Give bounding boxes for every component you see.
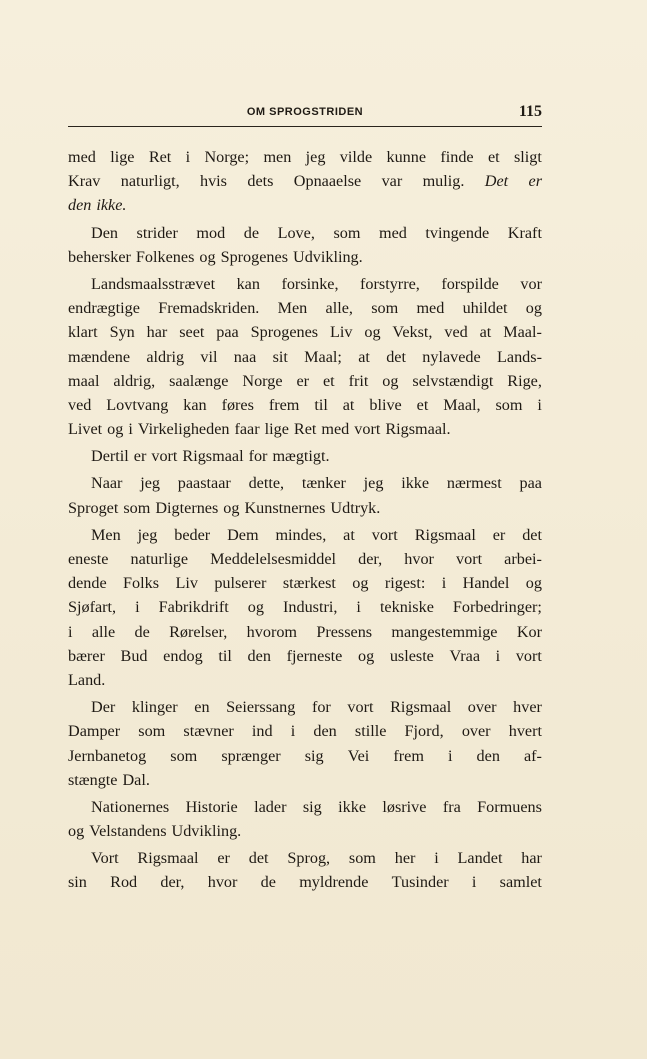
text-line: og Velstandens Udvikling. (68, 822, 242, 841)
text-line: sin Rod der, hvor de myldrende Tusinder i samlet (68, 873, 542, 892)
text-line: Sproget som Digternes og Kunstnernes Udtryk. (68, 498, 381, 517)
text-line: Jernbanetog som sprænger sig Vei frem i den af- (68, 746, 542, 765)
text-line: endrægtige Fremadskriden. Men alle, som med uhildet og (68, 299, 542, 318)
text-line: ved Lovtvang kan føres frem til at blive et Maal, som i (68, 395, 542, 414)
text-line: Livet og i Virkeligheden faar lige Ret med vort Rigsmaal. (68, 420, 451, 439)
text-line: stængte Dal. (68, 770, 150, 789)
paragraph (68, 695, 542, 792)
text-line: Landsmaalsstrævet kan forsinke, forstyrre, forspilde vor (91, 274, 542, 293)
body-text (68, 145, 542, 895)
text-line: med lige Ret i Norge; men jeg vilde kunne finde et sligt (68, 148, 542, 166)
paragraph (68, 795, 542, 843)
text-line: Krav naturligt, hvis dets Opnaaelse var mulig. Det er (68, 172, 542, 191)
paragraph (68, 846, 542, 894)
text-line: eneste naturlige Meddelelsesmiddel der, hvor vort arbei- (68, 550, 542, 568)
text-line: Den strider mod de Love, som med tvingende Kraft (91, 223, 542, 242)
paragraph (68, 523, 542, 692)
text-line: Land. (68, 670, 106, 689)
page-header (68, 104, 542, 127)
text-line: Der klinger en Seierssang for vort Rigsmaal over hver (91, 698, 542, 717)
text-line: dende Folks Liv pulserer stærkest og rigest: i Handel og (68, 574, 542, 593)
text-line: Vort Rigsmaal er det Sprog, som her i Landet har (91, 849, 542, 868)
text-line: behersker Folkenes og Sprogenes Udvikling. (68, 247, 363, 266)
text-line: Nationernes Historie lader sig ikke løsrive fra Formuens (91, 797, 542, 816)
paragraph (68, 471, 542, 519)
paragraph (68, 444, 542, 468)
paragraph (68, 221, 542, 269)
text-line: Damper som stævner ind i den stille Fjord, over hvert (68, 722, 542, 741)
page-number: 115 (518, 103, 542, 120)
text-line: Naar jeg paastaar dette, tænker jeg ikke nærmest paa (91, 474, 542, 493)
text-line: i alle de Rørelser, hvorom Pressens mangestemmige Kor (68, 622, 542, 641)
text-line: bærer Bud endog til den fjerneste og usleste Vraa i vort (68, 646, 542, 665)
paragraph (68, 145, 542, 218)
text-line: den ikke. (68, 196, 127, 215)
text-line: klart Syn har seet paa Sprogenes Liv og Vekst, ved at Maal- (68, 323, 542, 342)
text-line: mændene aldrig vil naa sit Maal; at det nylavede Lands- (68, 347, 542, 366)
running-title: OM SPROGSTRIDEN (246, 106, 364, 118)
text-line: maal aldrig, saalænge Norge er et frit og selvstændigt Rige, (68, 371, 542, 390)
text-line: Sjøfart, i Fabrikdrift og Industri, i tekniske Forbedringer; (68, 598, 542, 617)
text-line: Men jeg beder Dem mindes, at vort Rigsmaal er det (91, 525, 542, 544)
paragraph (68, 272, 542, 441)
text-line: Dertil er vort Rigsmaal for mægtigt. (91, 447, 330, 466)
